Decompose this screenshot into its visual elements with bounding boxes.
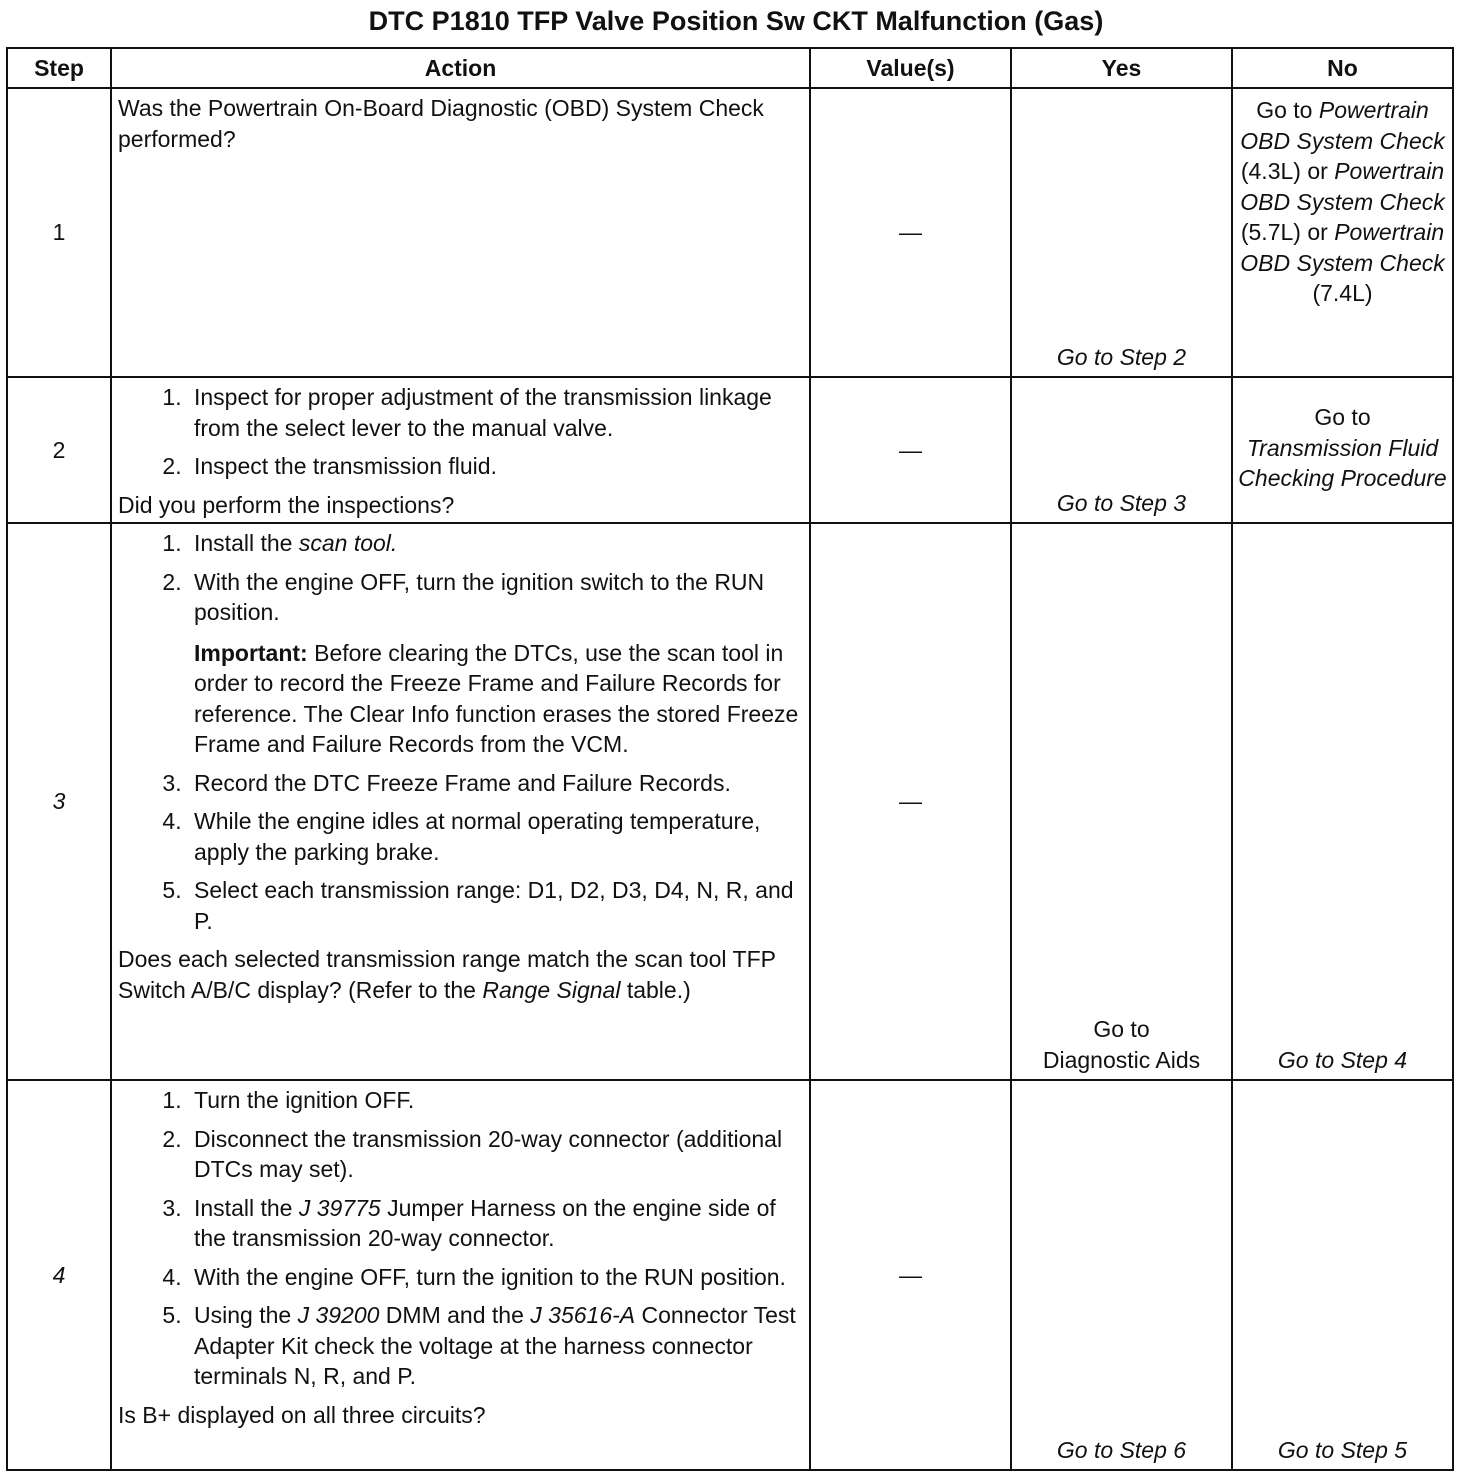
value-cell: — bbox=[810, 523, 1011, 1080]
action-list bbox=[118, 382, 805, 482]
action-question: Did you perform the inspections? bbox=[118, 491, 455, 518]
important-text: Before clearing the DTCs, use the scan tool in order to record the Freeze Frame and Failure Records for reference. The Clear Info function erases the stored Freeze Frame and Failure Records from the VCM. bbox=[194, 639, 799, 757]
no-ref-link: Powertrain OBD System Check bbox=[1240, 97, 1445, 154]
action-item: 3. Record the DTC Freeze Frame and Failure Records. bbox=[188, 768, 805, 799]
action-item: 2. Inspect the transmission fluid. bbox=[188, 451, 805, 482]
action-text: Install the bbox=[194, 530, 299, 556]
header-action: Action bbox=[111, 48, 810, 88]
question-text: table.) bbox=[620, 976, 691, 1003]
action-item: 5. Select each transmission range: D1, D2, D3, D4, N, R, and P. bbox=[188, 875, 805, 936]
no-cell: Go to Step 4 bbox=[1232, 523, 1453, 1080]
page-title: DTC P1810 TFP Valve Position Sw CKT Malfunction (Gas) bbox=[368, 6, 1104, 36]
action-question: Was the Powertrain On-Board Diagnostic (OBD) System Check performed? bbox=[118, 95, 764, 152]
action-list bbox=[118, 1085, 805, 1392]
action-item: 2. Disconnect the transmission 20-way connector (additional DTCs may set). bbox=[188, 1124, 805, 1185]
table-row-step-4 bbox=[7, 1080, 1453, 1470]
action-question bbox=[118, 944, 805, 1005]
table-reference: Range Signal bbox=[482, 976, 621, 1003]
action-text: With the engine OFF, turn the ignition switch to the RUN position. bbox=[194, 568, 765, 625]
action-list bbox=[118, 528, 805, 936]
value-cell: — bbox=[810, 88, 1011, 377]
header-step: Step bbox=[7, 48, 111, 88]
action-cell bbox=[111, 1080, 810, 1470]
question-text: Does each selected transmission range match the scan tool TFP Switch A/B/C display? (Refer to the bbox=[118, 946, 776, 1003]
action-cell bbox=[111, 88, 810, 377]
step-number: 1 bbox=[7, 88, 111, 377]
action-item: 4. With the engine OFF, turn the ignition to the RUN position. bbox=[188, 1262, 805, 1293]
value-cell: — bbox=[810, 377, 1011, 523]
no-text: Go to bbox=[1314, 404, 1371, 431]
action-item: 4. While the engine idles at normal operating temperature, apply the parking brake. bbox=[188, 806, 805, 867]
tool-reference: J 35616-A bbox=[530, 1302, 636, 1328]
yes-cell: Go to Step 2 bbox=[1011, 88, 1232, 377]
no-cell: Go to Step 5 bbox=[1232, 1080, 1453, 1470]
action-item: 1. Turn the ignition OFF. bbox=[188, 1085, 805, 1116]
no-text: (4.3L) or bbox=[1240, 158, 1335, 184]
action-cell bbox=[111, 377, 810, 523]
tool-reference: J 39775 bbox=[298, 1194, 381, 1221]
table-row-step-2 bbox=[7, 377, 1453, 523]
table-row-step-1 bbox=[7, 88, 1453, 377]
no-ref-link: Powertrain OBD System Check bbox=[1240, 158, 1445, 215]
no-ref-link: Transmission Fluid Checking Procedure bbox=[1238, 434, 1447, 492]
action-item bbox=[188, 1300, 805, 1392]
header-row bbox=[7, 48, 1453, 88]
important-note bbox=[194, 638, 805, 760]
yes-cell: Go to Step 6 bbox=[1011, 1080, 1232, 1470]
no-text: (5.7L) or bbox=[1240, 219, 1335, 245]
action-item: 1. Inspect for proper adjustment of the transmission linkage from the select lever to the manual valve. bbox=[188, 382, 805, 443]
action-text: Connector Test Adapter Kit check the voltage at the harness connector terminals N, R, and P. bbox=[194, 1302, 796, 1389]
action-item bbox=[188, 1193, 805, 1254]
dtc-diagnostic-table bbox=[6, 47, 1454, 1471]
important-label: Important: bbox=[194, 639, 308, 666]
action-item bbox=[188, 528, 805, 559]
yes-cell bbox=[1011, 523, 1232, 1080]
header-yes: Yes bbox=[1011, 48, 1232, 88]
step-number: 3 bbox=[7, 523, 111, 1080]
no-text: Go to bbox=[1256, 97, 1319, 123]
header-no: No bbox=[1232, 48, 1453, 88]
tool-reference: scan tool. bbox=[298, 530, 398, 556]
no-cell bbox=[1232, 88, 1453, 377]
no-text: (7.4L) bbox=[1312, 280, 1373, 306]
action-cell bbox=[111, 523, 810, 1080]
tool-reference: J 39200 bbox=[297, 1302, 380, 1328]
table-row-step-3 bbox=[7, 523, 1453, 1080]
no-ref-link: Powertrain OBD System Check bbox=[1240, 219, 1445, 276]
yes-text: Go to bbox=[1093, 1016, 1150, 1042]
action-text: DMM and the bbox=[379, 1302, 531, 1328]
yes-cell: Go to Step 3 bbox=[1011, 377, 1232, 523]
yes-reference: Diagnostic Aids bbox=[1042, 1046, 1201, 1073]
action-text: Using the bbox=[194, 1302, 298, 1328]
action-item bbox=[188, 567, 805, 760]
header-values: Value(s) bbox=[810, 48, 1011, 88]
step-number: 2 bbox=[7, 377, 111, 523]
action-text: Jumper Harness on the engine side of the transmission 20-way connector. bbox=[194, 1194, 776, 1251]
action-text: Install the bbox=[194, 1194, 299, 1221]
value-cell: — bbox=[810, 1080, 1011, 1470]
action-question: Is B+ displayed on all three circuits? bbox=[118, 1401, 486, 1428]
step-number: 4 bbox=[7, 1080, 111, 1470]
no-cell bbox=[1232, 377, 1453, 523]
